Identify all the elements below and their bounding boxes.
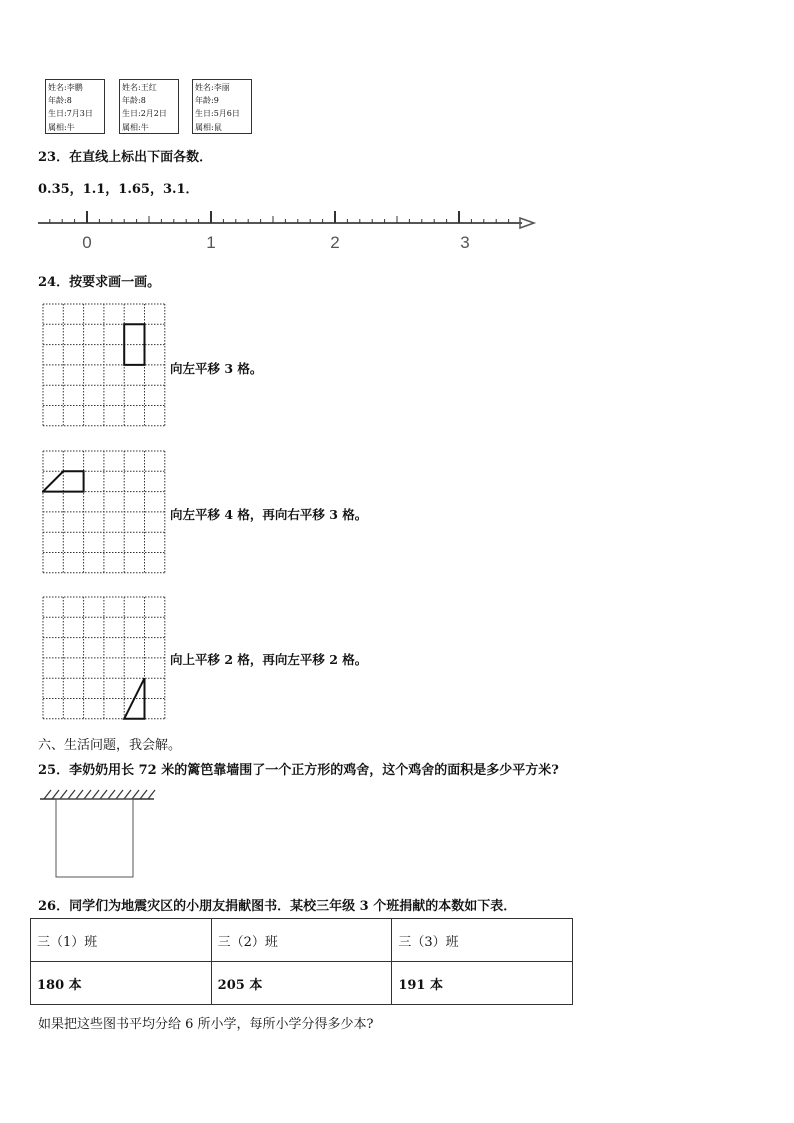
question-26-title: 26．同学们为地震灾区的小朋友捐献图书．某校三年级 3 个班捐献的本数如下表．: [38, 899, 517, 914]
question-26-prompt: 如果把这些图书平均分给 6 所小学，每所小学分得多少本?: [38, 1017, 374, 1032]
table-cell: 191 本: [392, 962, 573, 1005]
card-birthday: 生日:5月6日: [195, 109, 240, 119]
grid-task-3: [42, 596, 166, 720]
question-23-title: 23．在直线上标出下面各数．: [38, 150, 213, 165]
card-zodiac: 属相:牛: [48, 122, 75, 132]
info-card-2: [119, 79, 179, 134]
wall-hatch-line: [116, 790, 123, 799]
wall-hatch-line: [52, 790, 59, 799]
card-name: 姓名:李丽: [195, 83, 230, 92]
question-24-title: 24．按要求画一画。: [38, 275, 161, 290]
card-name: 姓名:李鹏: [48, 83, 83, 92]
table-cell: 205 本: [211, 962, 392, 1005]
card-zodiac: 属相:鼠: [195, 122, 222, 132]
card-age: 年龄:9: [195, 96, 219, 106]
wall-coop-figure: [38, 788, 156, 880]
question-23-numbers: 0.35，1.1，1.65，3.1．: [38, 182, 199, 197]
grid-task-2: [42, 450, 166, 574]
card-birthday: 生日:7月3日: [48, 109, 93, 119]
wall-hatch-line: [148, 790, 155, 799]
question-25-title: 25．李奶奶用长 72 米的篱笆靠墙围了一个正方形的鸡舍，这个鸡舍的面积是多少平方米?: [38, 763, 559, 778]
task-1-instruction: 向左平移 3 格。: [170, 361, 263, 376]
number-line: [0, 200, 560, 255]
wall-hatch-line: [92, 790, 99, 799]
info-card-3: [192, 79, 252, 134]
card-name: 姓名:王红: [122, 83, 157, 92]
table-header-row: [31, 919, 573, 962]
table-header-cell: 三（2）班: [211, 919, 392, 962]
table-header-cell: 三（3）班: [392, 919, 573, 962]
number-line-label-0: 0: [82, 233, 92, 252]
table-header-cell: 三（1）班: [31, 919, 212, 962]
wall-hatch-line: [76, 790, 83, 799]
card-age: 年龄:8: [48, 96, 72, 106]
card-age: 年龄:8: [122, 96, 146, 106]
wall-hatch-line: [140, 790, 147, 799]
wall-hatch-line: [100, 790, 107, 799]
card-birthday: 生日:2月2日: [122, 109, 167, 119]
info-card-1: [45, 79, 105, 134]
wall-hatch-line: [44, 790, 51, 799]
table-row: [31, 962, 573, 1005]
table-cell: 180 本: [31, 962, 212, 1005]
section-6-title: 六、生活问题，我会解。: [38, 738, 182, 753]
task-2-instruction: 向左平移 4 格，再向右平移 3 格。: [170, 507, 368, 522]
donation-table: [30, 918, 573, 1005]
wall-hatch-line: [108, 790, 115, 799]
number-line-label-1: 1: [206, 233, 216, 252]
task-3-instruction: 向上平移 2 格，再向左平移 2 格。: [170, 652, 368, 667]
wall-hatch-line: [132, 790, 139, 799]
wall-hatch-line: [84, 790, 91, 799]
grid-task-1: [42, 303, 166, 427]
number-line-label-2: 2: [330, 233, 340, 252]
number-line-label-3: 3: [460, 233, 470, 252]
wall-hatch-line: [124, 790, 131, 799]
card-zodiac: 属相:牛: [122, 122, 149, 132]
wall-hatch-line: [60, 790, 67, 799]
wall-hatch-line: [68, 790, 75, 799]
